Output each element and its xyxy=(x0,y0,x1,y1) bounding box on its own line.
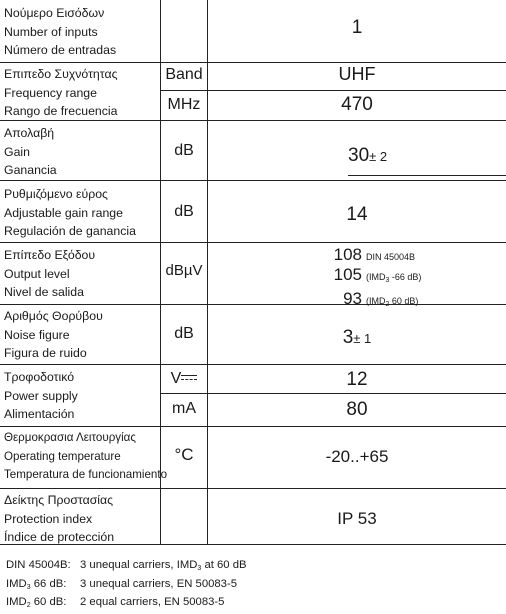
footnote xyxy=(6,558,247,577)
footnote-key: $IMD_2$ 60 dB: xyxy=(6,596,67,609)
adjustable-label xyxy=(4,185,136,241)
footnote-text: 2 equal carriers, EN 50083-5 xyxy=(80,596,225,608)
output-note: ($IMD_3$ -66 dB) xyxy=(366,272,422,284)
row-divider xyxy=(0,426,506,427)
gain-unit: dB xyxy=(174,142,194,159)
output-line xyxy=(314,290,421,314)
voltage-value: 12 xyxy=(346,369,368,390)
gain-number: 30 xyxy=(348,145,370,166)
output-line xyxy=(314,246,421,266)
adjustable-value: 14 xyxy=(346,204,368,225)
label-english: Power supply xyxy=(4,388,78,403)
output-label xyxy=(4,246,95,302)
output-values xyxy=(314,246,421,314)
noise-tolerance: ± 1 xyxy=(353,331,372,346)
noise-number: 3 xyxy=(342,327,354,348)
label-spanish: Rango de frecuencia xyxy=(4,104,118,118)
output-note: ($IMD_2$ 60 dB) xyxy=(366,296,419,308)
protection-label xyxy=(4,491,114,547)
temperature-label xyxy=(4,429,167,485)
sub-row-divider xyxy=(160,90,506,91)
label-spanish: Número de entradas xyxy=(4,43,117,57)
row-divider xyxy=(0,304,506,305)
label-greek: Τροφοδοτικό xyxy=(4,370,75,384)
label-greek: Ρυθμιζόμενο εύρος xyxy=(4,187,108,201)
output-value: 105 xyxy=(333,265,362,284)
gain-tolerance: ± 2 xyxy=(369,149,388,164)
power-label xyxy=(4,368,78,424)
sub-row-divider xyxy=(160,393,506,394)
label-spanish: Índice de protección xyxy=(4,530,115,544)
output-value: 93 xyxy=(343,289,362,308)
frequency-label xyxy=(4,65,118,121)
gain-label xyxy=(4,124,57,180)
label-spanish: Nivel de salida xyxy=(4,285,84,299)
footnote-key: DIN 45004B: xyxy=(6,559,71,571)
gain-value xyxy=(348,145,408,167)
voltage-unit xyxy=(160,370,208,388)
label-english: Output level xyxy=(4,266,70,281)
label-english: Protection index xyxy=(4,511,93,526)
label-greek: Θερμοκρασια Λειτουργίας xyxy=(4,431,136,444)
band-value: UHF xyxy=(338,64,376,84)
row-divider xyxy=(0,180,506,181)
label-greek: Νούμερο Εισόδων xyxy=(4,6,105,20)
noise-value xyxy=(208,327,506,349)
label-english: Frequency range xyxy=(4,85,97,100)
label-english: Number of inputs xyxy=(4,24,98,39)
row-divider xyxy=(0,242,506,243)
voltage-unit-text: V xyxy=(170,370,182,387)
label-spanish: Ganancia xyxy=(4,163,57,177)
gain-underline xyxy=(348,175,506,176)
label-greek: Απολαβή xyxy=(4,126,55,140)
label-english: Noise figure xyxy=(4,327,70,342)
footnote-text: 3 unequal carriers, EN 50083-5 xyxy=(80,577,237,590)
row-divider xyxy=(0,364,506,365)
label-greek: Επίπεδο Εξόδου xyxy=(4,248,96,262)
footnote-text: 3 unequal carriers, $IMD_3$ at 60 dB xyxy=(80,559,247,572)
inputs-value: 1 xyxy=(351,17,363,38)
direct-current-icon xyxy=(181,375,197,382)
footnote-key: $IMD_3$ 66 dB: xyxy=(6,577,67,591)
label-spanish: Regulación de ganancia xyxy=(4,224,136,238)
current-value: 80 xyxy=(346,399,368,420)
footnotes xyxy=(6,558,247,614)
label-english: Operating temperature xyxy=(4,449,121,463)
label-english: Adjustable gain range xyxy=(4,205,123,220)
output-value: 108 xyxy=(333,245,362,264)
protection-value: IP 53 xyxy=(337,509,377,528)
label-spanish: Temperatura de funcionamiento xyxy=(4,468,168,481)
footnote xyxy=(6,595,247,614)
output-note: DIN 45004B xyxy=(366,252,416,262)
mhz-unit: MHz xyxy=(167,96,201,113)
footnote xyxy=(6,577,247,596)
row-divider xyxy=(0,62,506,63)
label-spanish: Figura de ruido xyxy=(4,346,87,360)
mhz-value: 470 xyxy=(341,94,373,115)
label-greek: Αριθμός Θορύβου xyxy=(4,309,103,323)
temperature-unit: °C xyxy=(174,445,194,464)
label-greek: Επιπεδο Συχνότητας xyxy=(4,67,118,81)
output-line xyxy=(314,266,421,290)
temperature-value: -20..+65 xyxy=(325,447,389,466)
label-greek: Δείκτης Προστασίας xyxy=(4,493,114,507)
current-unit: mA xyxy=(172,400,196,417)
row-divider xyxy=(0,488,506,489)
noise-unit: dB xyxy=(174,325,194,342)
adjustable-unit: dB xyxy=(174,203,194,220)
label-spanish: Alimentación xyxy=(4,407,75,421)
band-unit: Band xyxy=(165,66,203,83)
noise-label xyxy=(4,307,103,363)
inputs-label xyxy=(4,4,116,60)
output-unit: dBµV xyxy=(165,262,203,279)
label-english: Gain xyxy=(4,144,30,159)
